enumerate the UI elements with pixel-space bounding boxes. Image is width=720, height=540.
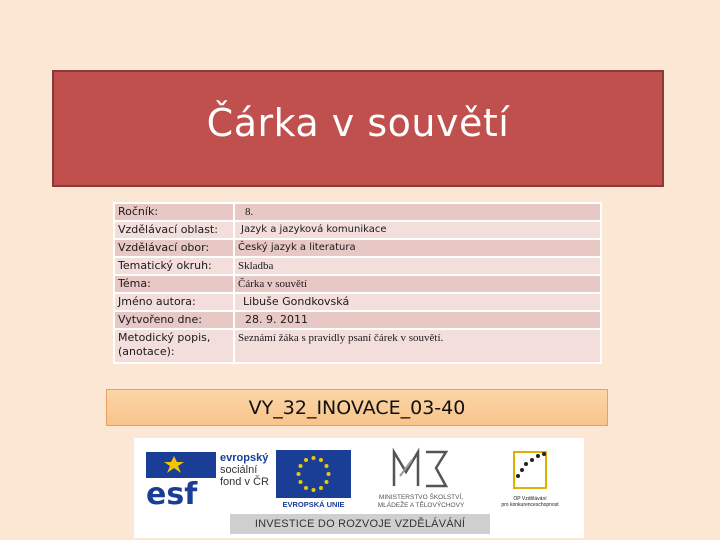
row-label: Metodický popis, (anotace): <box>114 329 234 363</box>
investment-banner: INVESTICE DO ROZVOJE VZDĚLÁVÁNÍ <box>230 514 490 534</box>
row-label: Vzdělávací oblast: <box>114 221 234 239</box>
logo-strip <box>134 438 584 538</box>
row-value: Český jazyk a literatura <box>234 239 601 257</box>
table-row <box>114 239 601 257</box>
title-box <box>52 70 664 187</box>
esf-line2: sociální <box>220 464 258 476</box>
op-logo <box>490 446 570 510</box>
row-value: Libuše Gondkovská <box>234 293 601 311</box>
msmt-logo <box>356 446 486 508</box>
esf-text <box>220 452 269 488</box>
op-vk-icon <box>490 446 570 494</box>
row-label: Ročník: <box>114 203 234 221</box>
table-row <box>114 257 601 275</box>
svg-text:esf: esf <box>146 477 198 508</box>
table-row <box>114 329 601 363</box>
row-label: Vytvořeno dne: <box>114 311 234 329</box>
eu-flag-icon <box>276 450 351 498</box>
eu-caption: EVROPSKÁ UNIE <box>282 500 345 509</box>
esf-line1: evropský <box>220 452 269 464</box>
row-value: 8. <box>234 203 601 221</box>
esf-icon <box>144 450 220 508</box>
row-value: 28. 9. 2011 <box>234 311 601 329</box>
op-line1: OP Vzdělávání <box>513 496 547 502</box>
project-code: VY_32_INOVACE_03-40 <box>106 389 608 426</box>
eu-logo <box>276 450 351 508</box>
slide-title: Čárka v souvětí <box>206 100 510 145</box>
row-value: Skladba <box>234 257 601 275</box>
table-row <box>114 293 601 311</box>
table-row <box>114 203 601 221</box>
row-value: Jazyk a jazyková komunikace <box>234 221 601 239</box>
msmt-line1: MINISTERSTVO ŠKOLSTVÍ, <box>378 494 464 501</box>
op-caption <box>490 496 570 508</box>
msmt-caption <box>356 494 486 510</box>
info-table <box>113 202 602 364</box>
esf-logo <box>144 450 272 508</box>
op-line2: pro konkurenceschopnost <box>501 502 559 508</box>
row-label: Vzdělávací obor: <box>114 239 234 257</box>
msmt-icon <box>356 446 486 492</box>
row-value: Seznámí žáka s pravidly psaní čárek v souvětí. <box>234 329 601 363</box>
row-value: Čárka v souvětí <box>234 275 601 293</box>
table-row <box>114 221 601 239</box>
esf-line3: fond v ČR <box>220 476 269 488</box>
msmt-line2: MLÁDEŽE A TĚLOVÝCHOVY <box>377 502 465 509</box>
row-label: Téma: <box>114 275 234 293</box>
table-row <box>114 311 601 329</box>
row-label: Tematický okruh: <box>114 257 234 275</box>
row-label: Jméno autora: <box>114 293 234 311</box>
table-row <box>114 275 601 293</box>
